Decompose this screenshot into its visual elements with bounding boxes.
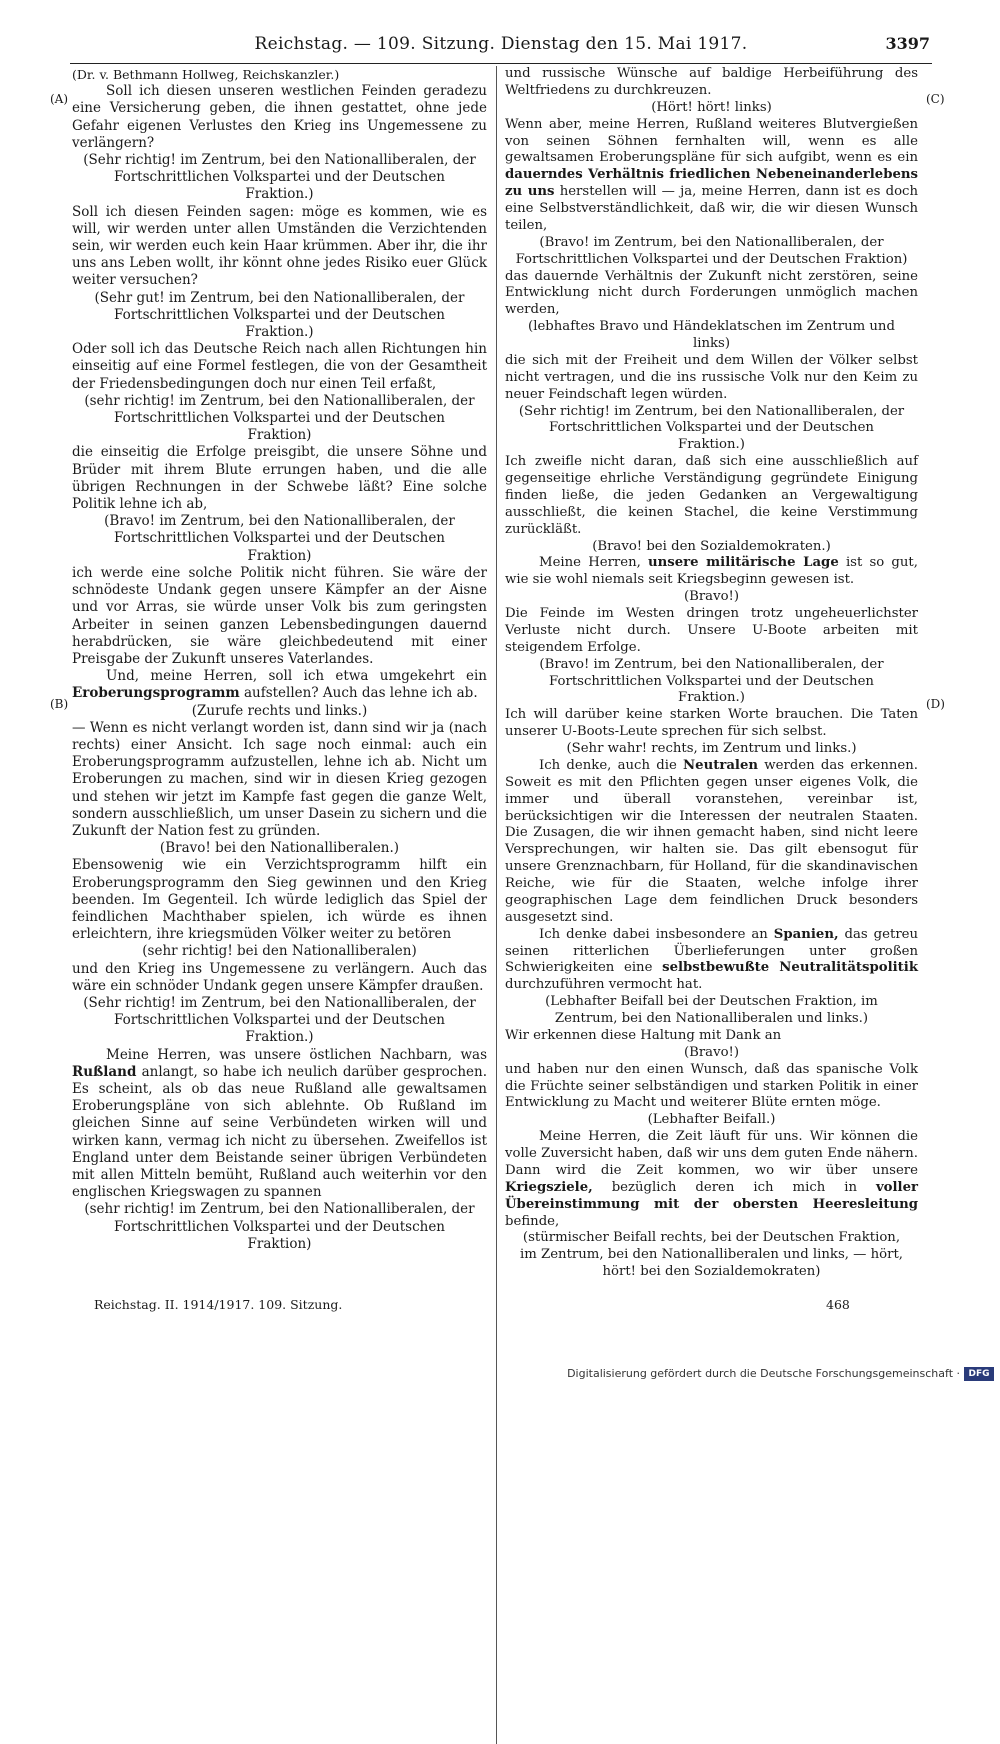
text-run: das getreu seinen ritterlichen Überlieferungen unter großen Schwierigkeiten eine: [505, 926, 919, 976]
text-run: Und, meine Herren, soll ich etwa umgekehrt ein: [106, 668, 487, 685]
text-run: ist so gut, wie sie wohl niemals seit Kriegsbeginn gewesen ist.: [505, 555, 918, 588]
interjection: (Lebhafter Beifall bei der Deutschen Fraktion, im Zentrum, bei den Nationalliberalen und links.): [545, 994, 878, 1026]
credit-text: Digitalisierung gefördert durch die Deutsche Forschungsgemeinschaft ·: [567, 1367, 960, 1380]
text-run: bezüglich deren ich mich in: [611, 1179, 858, 1195]
text-run: befinde,: [505, 1213, 560, 1229]
page-header: [72, 34, 930, 56]
paragraph: und russische Wünsche auf baldige Herbeiführung des Weltfriedens zu durchkreuzen.: [505, 66, 918, 98]
margin-mark-d: (D): [926, 697, 945, 711]
footer-signature: Reichstag. II. 1914/1917. 109. Sitzung.: [94, 1297, 343, 1312]
interjection: (stürmischer Beifall rechts, bei der Deutschen Fraktion, im Zentrum, bei den Nationalliberalen und links, — hört, hört! bei den Sozialdemokraten): [519, 1230, 904, 1280]
interjection: (Bravo! bei den Sozialdemokraten.): [592, 538, 831, 554]
paragraph: das dauernde Verhältnis der Zukunft nicht zerstören, seine Entwicklung nicht durch Forderungen unmöglich machen werden,: [505, 268, 918, 318]
paragraph: die einseitig die Erfolge preisgibt, die unsere Söhne und Brüder mit ihrem Blute errungen haben, und die alle übrigen Rechnungen in der Schwebe läßt? Eine solche Politik lehne ich ab,: [72, 444, 487, 513]
interjection: (Lebhafter Beifall.): [647, 1112, 776, 1128]
emphasis: Eroberungsprogramm: [72, 685, 240, 702]
paragraph: [505, 1129, 918, 1230]
emphasis: unsere militärische Lage: [648, 555, 839, 571]
paragraph: die sich mit der Freiheit und dem Willen der Völker selbst nicht vertragen, und die ins russische Volk nur den Keim zu neuer Feindschaft legen würden.: [505, 352, 918, 402]
paragraph: und haben nur den einen Wunsch, daß das spanische Volk die Früchte seiner selbständigen und starken Politik in einer Entwicklung zu Macht und weiterer Blüte ernten möge.: [505, 1061, 918, 1111]
interjection: (Bravo!): [683, 589, 740, 605]
emphasis: Kriegsziele,: [505, 1179, 593, 1195]
paragraph: [72, 668, 487, 702]
interjection: (Zurufe rechts und links.): [191, 702, 368, 719]
paragraph: [505, 758, 918, 927]
emphasis: dauerndes Verhältnis friedlichen Nebeneinanderlebens zu uns: [505, 167, 918, 200]
paragraph: Ebensowenig wie ein Verzichtsprogramm hilft ein Eroberungsprogramm den Sieg gewinnen und den Krieg beenden. Im Gegenteil. Ich würde lediglich das Spiel der feindlichen Machthaber spielen, ich würde es ihnen erleichtern, ihre kriegsmüden Völker weiter zu betören: [72, 857, 487, 943]
interjection: (lebhaftes Bravo und Händeklatschen im Zentrum und links): [528, 319, 895, 351]
right-column: [505, 66, 918, 1281]
column-divider: [496, 66, 497, 1744]
credit-bar: [0, 1367, 1000, 1383]
text-run: Meine Herren, was unsere östlichen Nachbarn, was: [106, 1046, 487, 1063]
interjection: (Bravo! im Zentrum, bei den Nationalliberalen, der Fortschrittlichen Volkspartei und der Deutschen Fraktion.): [539, 656, 884, 706]
text-run: durchzuführen vermocht hat.: [505, 977, 703, 993]
running-title: Reichstag. — 109. Sitzung. Dienstag den 15. Mai 1917.: [254, 34, 748, 54]
paragraph: [72, 1047, 487, 1202]
left-column: [72, 66, 487, 1253]
text-run: Meine Herren,: [539, 555, 641, 571]
interjection: (Bravo! bei den Nationalliberalen.): [159, 840, 400, 857]
emphasis: Rußland: [72, 1063, 137, 1080]
paragraph: ich werde eine solche Politik nicht führen. Sie wäre der schnödeste Undank gegen unsere Kämpfer an der Aisne und vor Arras, sie würde unser Volk bis zum geringsten Arbeiter in seinen ganzen Lebensbedingungen dauernd herabdrücken, sie wäre gleichbedeutend mit einer Preisgabe der Zukunft unseres Vaterlandes.: [72, 564, 487, 667]
interjection: (Bravo! im Zentrum, bei den Nationalliberalen, der Fortschrittlichen Volkspartei und der Deutschen Fraktion): [515, 234, 908, 267]
interjection: (sehr richtig! im Zentrum, bei den Nationalliberalen, der Fortschrittlichen Volkspartei und der Deutschen Fraktion): [84, 1201, 475, 1252]
paragraph: [505, 555, 918, 589]
interjection: (Hört! hört! links): [651, 99, 772, 115]
paragraph: Ich zweifle nicht daran, daß sich eine ausschließlich auf gegenseitige ehrliche Verständigung gegründete Einigung finden ließe, die jeden Gedanken an Vergewaltigung ausschließt, die keinen Stachel, die keine Verstimmung zurückläßt.: [505, 454, 918, 537]
text-run: Ich denke, auch die: [539, 757, 677, 773]
emphasis: Neutralen: [683, 757, 759, 773]
paragraph: Soll ich diesen Feinden sagen: möge es kommen, wie es will, wir werden unter allen Umständen die Verzichtenden sein, wir werden euch kein Haar krümmen. Aber ihr, die ihr uns ans Leben wollt, ihr könnt ohne jedes Risiko euer Glück weiter versuchen?: [72, 203, 487, 289]
paragraph: und den Krieg ins Ungemessene zu verlängern. Auch das wäre ein schnöder Undank gegen unsere Kämpfer draußen.: [72, 960, 487, 994]
interjection: (sehr richtig! im Zentrum, bei den Nationalliberalen, der Fortschrittlichen Volkspartei und der Deutschen Fraktion): [84, 392, 475, 444]
margin-mark-c: (C): [926, 92, 945, 106]
interjection: (Bravo!): [683, 1044, 740, 1060]
interjection: (Bravo! im Zentrum, bei den Nationalliberalen, der Fortschrittlichen Volkspartei und der Deutschen Fraktion): [104, 513, 455, 564]
interjection: (Sehr wahr! rechts, im Zentrum und links.): [566, 741, 857, 756]
paragraph: Oder soll ich das Deutsche Reich nach allen Richtungen hin einseitig auf eine Formel festlegen, die von der Gesamtheit der Friedensbedingungen doch nur einen Teil erfaßt,: [72, 341, 487, 392]
paragraph: Wir erkennen diese Haltung mit Dank an: [505, 1027, 782, 1043]
interjection: (Sehr richtig! im Zentrum, bei den Nationalliberalen, der Fortschrittlichen Volkspartei und der Deutschen Fraktion.): [83, 994, 476, 1046]
paragraph: — Wenn es nicht verlangt worden ist, dann sind wir ja (nach rechts) einer Ansicht. Ich sage noch einmal: auch ein Eroberungsprogramm aufzustellen, lehne ich ab. Nicht um Eroberungen zu machen, sind wir in diesen Krieg gezogen und stehen wir jetzt im Kampfe fast gegen die ganze Welt, sondern ausschließlich, um unser Dasein zu sichern und die Zukunft der Nation fest zu gründen.: [72, 719, 487, 839]
emphasis: Spanien,: [773, 926, 839, 942]
paragraph: [505, 927, 918, 995]
text-run: Wenn aber, meine Herren, Rußland weiteres Blutvergießen von seinen Söhnen fernhalten will, wenn es alle gewaltsamen Eroberungspläne für sich aufgibt, wenn es ein: [505, 116, 918, 166]
interjection: (sehr richtig! bei den Nationalliberalen): [142, 943, 417, 960]
paragraph: Ich will darüber keine starken Worte brauchen. Die Taten unserer U-Boots-Leute sprechen für sich selbst.: [505, 707, 918, 740]
interjection: (Sehr richtig! im Zentrum, bei den Nationalliberalen, der Fortschrittlichen Volkspartei und der Deutschen Fraktion.): [518, 403, 905, 453]
paragraph: Soll ich diesen unseren westlichen Feinden geradezu eine Versicherung geben, die ihnen gestattet, ohne jede Gefahr eigenen Verlustes den Krieg ins Ungemessene zu verlängern?: [72, 83, 487, 151]
margin-mark-a: (A): [50, 92, 69, 106]
text-run: Ich denke dabei insbesondere an: [539, 926, 768, 942]
paragraph: Die Feinde im Westen dringen trotz ungeheuerlichster Verluste nicht durch. Unsere U-Boote arbeiten mit steigendem Erfolge.: [505, 606, 918, 655]
interjection: (Sehr richtig! im Zentrum, bei den Nationalliberalen, der Fortschrittlichen Volkspartei und der Deutschen Fraktion.): [83, 152, 476, 203]
interjection: (Sehr gut! im Zentrum, bei den Nationalliberalen, der Fortschrittlichen Volkspartei und der Deutschen Fraktion.): [94, 289, 465, 341]
page-number: 3397: [885, 34, 930, 53]
text-run: werden das erkennen. Soweit es mit den Pflichten gegen unser eigenes Volk, die immer und überall voranstehen, vereinbar ist, berücksichtigen wir die Interessen der neutralen Staaten. Die Zusagen, die wir ihnen gemacht haben, sind nicht leere Versprechungen, wir halten sie. Das gilt ebensogut für unsere Grenznachbarn, für Holland, für die skandinavischen Reiche, wie für die Staaten, welche infolge ihrer geographischen Lage dem feindlichen Druck besonders ausgesetzt sind.: [505, 757, 918, 925]
footer-sheet-number: 468: [826, 1297, 850, 1312]
dfg-logo: DFG: [964, 1367, 994, 1381]
text-run: aufstellen? Auch das lehne ich ab.: [243, 685, 478, 702]
paragraph: [505, 117, 918, 235]
speaker-line: (Dr. v. Bethmann Hollweg, Reichskanzler.): [72, 67, 340, 82]
emphasis: voller Übereinstimmung mit der obersten Heeresleitung: [505, 1179, 918, 1212]
text-run: anlangt, so habe ich neulich darüber gesprochen. Es scheint, als ob das neue Rußland alle gewaltsamen Eroberungspläne von sich ablehnte. Ob Rußland im gleichen Sinne auf seine Verbündeten wirken will und wirken kann, vermag ich nicht zu übersehen. Zweifellos ist England unter dem Beistande seiner übrigen Verbündeten mit allen Mitteln bemüht, Rußland auch weiterhin vor den englischen Kriegswagen zu spannen: [72, 1063, 487, 1201]
text-run: herstellen will — ja, meine Herren, dann ist es doch eine Selbstverständlichkeit, daß wir, die wir diesen Wunsch teilen,: [505, 184, 918, 233]
text-run: Meine Herren, die Zeit läuft für uns. Wir können die volle Zuversicht haben, daß wir uns dem guten Ende nähern. Dann wird die Zeit kommen, wo wir über unsere: [505, 1129, 918, 1178]
emphasis: selbstbewußte Neutralitätspolitik: [662, 960, 919, 976]
margin-mark-b: (B): [50, 697, 69, 711]
header-rule: [70, 63, 932, 64]
